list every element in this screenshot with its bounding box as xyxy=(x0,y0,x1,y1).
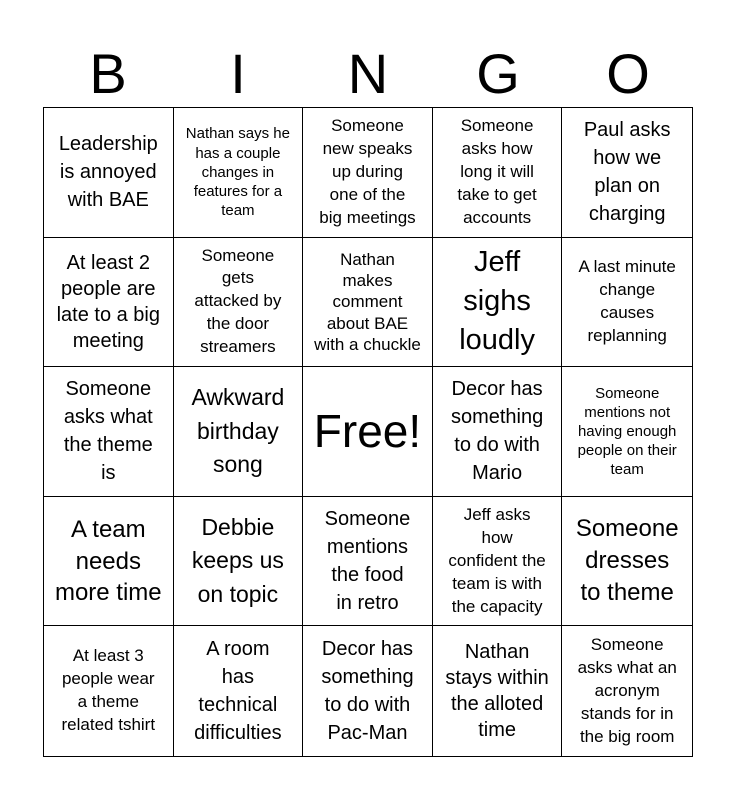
bingo-cell[interactable] xyxy=(433,626,563,756)
bingo-cell[interactable] xyxy=(562,367,692,497)
header-letter-g: G xyxy=(476,42,520,105)
bingo-header xyxy=(43,40,693,108)
bingo-cell-text: Someone asks what the theme is xyxy=(63,378,153,485)
bingo-cell[interactable] xyxy=(174,626,304,756)
bingo-cell[interactable] xyxy=(562,108,692,238)
bingo-cell[interactable] xyxy=(303,497,433,627)
bingo-cell-text: Jeff sighs loudly xyxy=(459,246,535,357)
bingo-cell-text: Nathan says he has a couple changes in features for a team xyxy=(185,125,290,220)
header-letter-o: O xyxy=(606,42,650,105)
bingo-cell-text: A last minute change causes replanning xyxy=(578,257,676,345)
bingo-cell-text: Someone asks what an acronym stands for in the big room xyxy=(577,634,677,746)
bingo-cell-text: Decor has something to do with Pac-Man xyxy=(321,638,414,745)
bingo-cell-text: Decor has something to do with Mario xyxy=(450,378,544,485)
bingo-cell[interactable] xyxy=(562,238,692,368)
bingo-cell[interactable] xyxy=(174,238,304,368)
bingo-cell[interactable] xyxy=(44,626,174,756)
header-letter-i: I xyxy=(230,42,246,105)
bingo-cell-text: A team needs more time xyxy=(54,516,162,606)
bingo-cell[interactable] xyxy=(44,367,174,497)
bingo-cell[interactable] xyxy=(303,626,433,756)
bingo-cell-text: Someone mentions not having enough people on their team xyxy=(577,384,677,479)
bingo-cell-text: Awkward birthday song xyxy=(191,384,285,478)
bingo-cell-text: Nathan stays within the alloted time xyxy=(445,641,549,742)
bingo-cell-text: Someone mentions the food in retro xyxy=(324,508,411,615)
bingo-cell-text: Leadership is annoyed with BAE xyxy=(58,133,158,212)
header-letter-b: B xyxy=(89,42,127,105)
bingo-cell[interactable] xyxy=(433,108,563,238)
free-space[interactable] xyxy=(303,367,433,497)
bingo-cell-text: A room has technical difficulties xyxy=(194,638,282,745)
bingo-cell-text: Someone asks how long it will take to get accounts xyxy=(457,115,537,227)
bingo-cell-text: Someone new speaks up during one of the big meetings xyxy=(319,115,416,227)
bingo-cell-text: Paul asks how we plan on charging xyxy=(583,119,671,226)
bingo-cell[interactable] xyxy=(433,367,563,497)
bingo-cell[interactable] xyxy=(303,108,433,238)
bingo-cell-text: Debbie keeps us on topic xyxy=(191,514,284,607)
free-space-text: Free! xyxy=(313,404,422,457)
bingo-cell[interactable] xyxy=(562,497,692,627)
bingo-cell[interactable] xyxy=(44,497,174,627)
bingo-cell[interactable] xyxy=(44,238,174,368)
bingo-cell[interactable] xyxy=(562,626,692,756)
bingo-cell-text: Someone gets attacked by the door streamers xyxy=(194,245,282,357)
bingo-cell[interactable] xyxy=(303,238,433,368)
bingo-cell-text: At least 3 people wear a theme related tshirt xyxy=(61,646,156,735)
bingo-cell-text: Nathan makes comment about BAE with a chuckle xyxy=(314,249,421,354)
bingo-cell[interactable] xyxy=(174,497,304,627)
bingo-cell[interactable] xyxy=(433,497,563,627)
bingo-cell[interactable] xyxy=(174,108,304,238)
bingo-cell[interactable] xyxy=(44,108,174,238)
bingo-board xyxy=(43,107,693,757)
bingo-cell-text: Jeff asks how confident the team is with the capacity xyxy=(448,504,546,616)
bingo-cell[interactable] xyxy=(174,367,304,497)
bingo-cell-text: Someone dresses to theme xyxy=(575,514,679,607)
bingo-cell[interactable] xyxy=(433,238,563,368)
header-letter-n: N xyxy=(347,42,389,105)
bingo-cell-text: At least 2 people are late to a big meeting xyxy=(56,251,160,352)
